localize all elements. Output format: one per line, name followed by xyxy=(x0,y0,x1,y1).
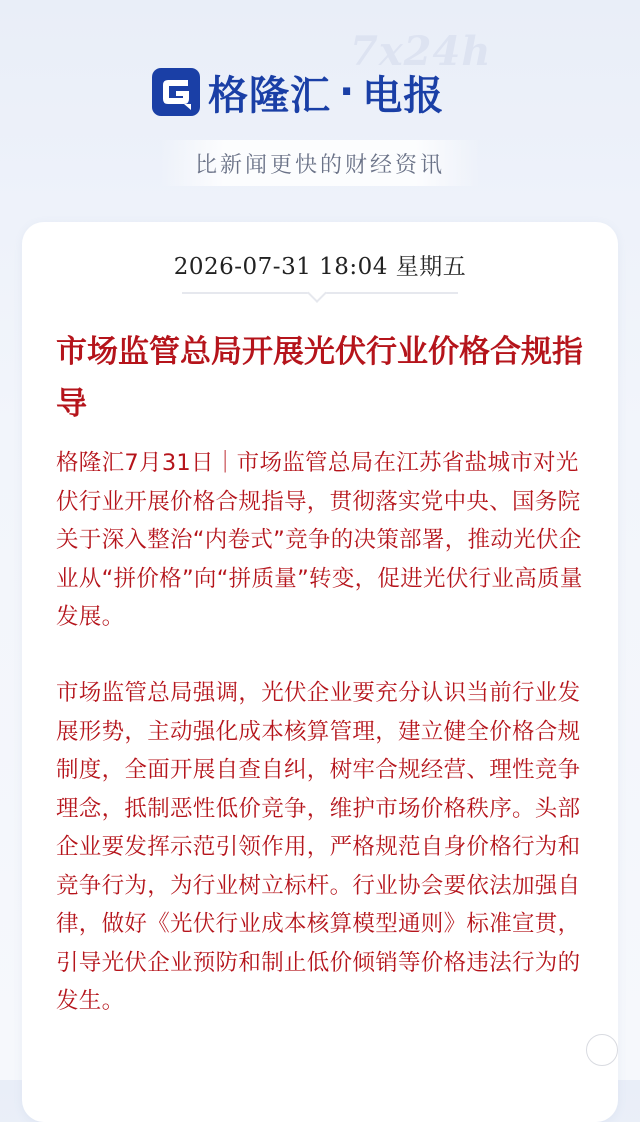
gelonghui-g-logo-icon xyxy=(150,66,202,118)
divider-caret-icon xyxy=(307,283,327,303)
brand-separator: · xyxy=(339,69,355,115)
channel-name: 电报 xyxy=(362,72,445,119)
platform-watermark-icon xyxy=(586,1034,618,1066)
news-paragraph-1: 格隆汇7月31日｜市场监管总局在江苏省盐城市对光伏行业开展价格合规指导，贯彻落实党中央、国务院关于深入整治“内卷式”竞争的决策部署，推动光伏企业从“拼价格”向“拼质量”转变，促进光伏行业高质量发展。 xyxy=(56,450,583,630)
datetime-row xyxy=(22,248,618,281)
brand-header xyxy=(150,62,444,122)
news-headline: 市场监管总局开展光伏行业价格合规指导 xyxy=(56,334,583,422)
news-datetime: 2026-07-31 18:04 星期五 xyxy=(173,254,467,280)
news-card xyxy=(22,222,618,1122)
brand-name: 格隆汇 xyxy=(208,72,331,119)
tagline: 比新闻更快的财经资讯 xyxy=(194,152,445,178)
platform-watermark xyxy=(586,1034,624,1066)
header-watermark: 7x24h xyxy=(350,28,492,75)
tagline-banner xyxy=(160,140,480,186)
news-paragraph-2: 市场监管总局强调，光伏企业要充分认识当前行业发展形势，主动强化成本核算管理，建立健全价格合规制度，全面开展自查自纠，树牢合规经营、理性竞争理念，抵制恶性低价竞争，维护市场价格秩序。头部企业要发挥示范引领作用，严格规范自身价格行为和竞争行为，为行业树立标杆。行业协会要依法加强自律，做好《光伏行业成本核算模型通则》标准宣贯，引导光伏企业预防和制止低价倾销等价格违法行为的发生。 xyxy=(56,680,581,1014)
